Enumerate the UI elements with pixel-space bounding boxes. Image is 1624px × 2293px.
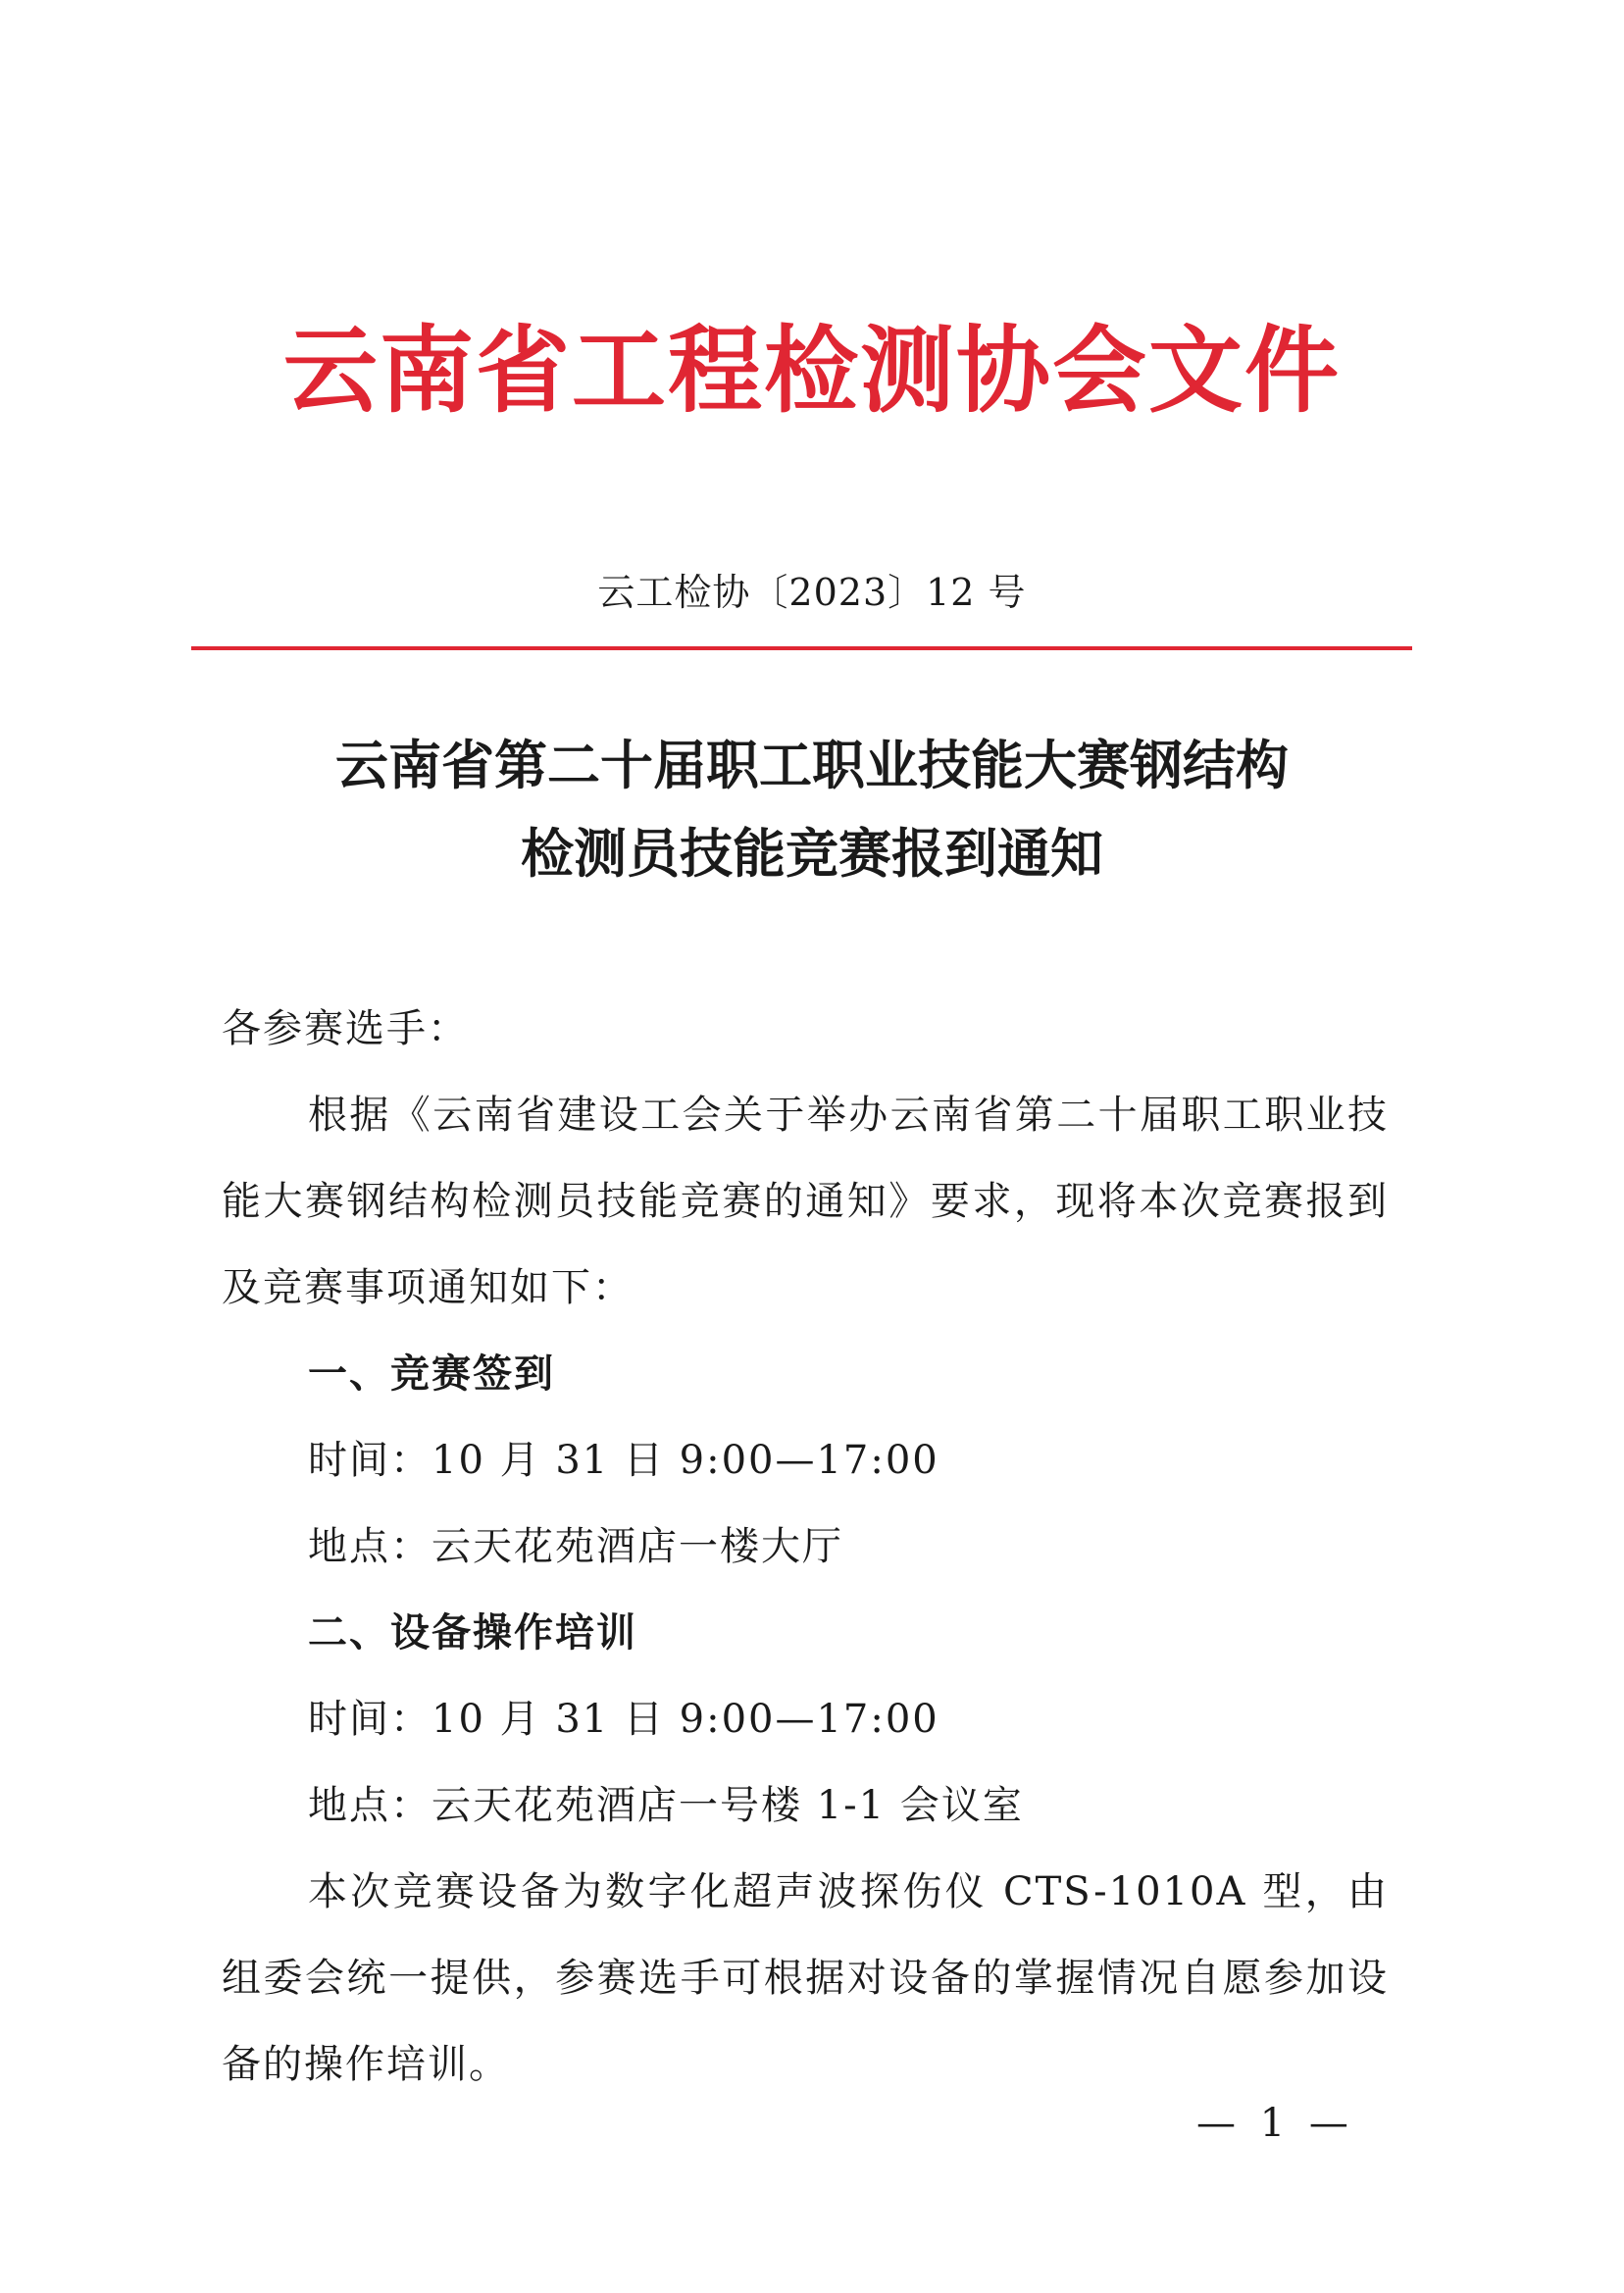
title-line-1: 云南省第二十届职工职业技能大赛钢结构: [335, 734, 1289, 796]
document-body: [222, 986, 1389, 2108]
section-1-place: 地点：云天花苑酒店一楼大厅: [308, 1524, 843, 1569]
section-2-note: 本次竞赛设备为数字化超声波探伤仪 CTS-1010A 型，由组委会统一提供，参赛选手可根据对设备的掌握情况自愿参加设备的操作培训。: [222, 1869, 1389, 2087]
page-number: — 1 —: [1196, 2101, 1354, 2146]
intro-paragraph: 根据《云南省建设工会关于举办云南省第二十届职工职业技能大赛钢结构检测员技能竞赛的通知》要求，现将本次竞赛报到及竞赛事项通知如下：: [222, 1093, 1389, 1310]
section-2-time: 时间：10 月 31 日 9:00—17:00: [308, 1697, 939, 1742]
salutation: 各参赛选手：: [222, 1006, 469, 1051]
document-title: [0, 721, 1624, 897]
title-line-2: 检测员技能竞赛报到通知: [521, 822, 1103, 885]
section-2-place: 地点：云天花苑酒店一号楼 1-1 会议室: [308, 1783, 1024, 1828]
issuing-org-masthead: 云南省工程检测协会文件: [283, 315, 1341, 426]
section-2-heading: 二、设备操作培训: [308, 1610, 637, 1656]
section-1-heading: 一、竞赛签到: [308, 1351, 555, 1397]
document-number: 云工检协〔2023〕12 号: [597, 571, 1027, 614]
section-1-time: 时间：10 月 31 日 9:00—17:00: [308, 1438, 939, 1483]
red-divider-line: [191, 646, 1412, 650]
